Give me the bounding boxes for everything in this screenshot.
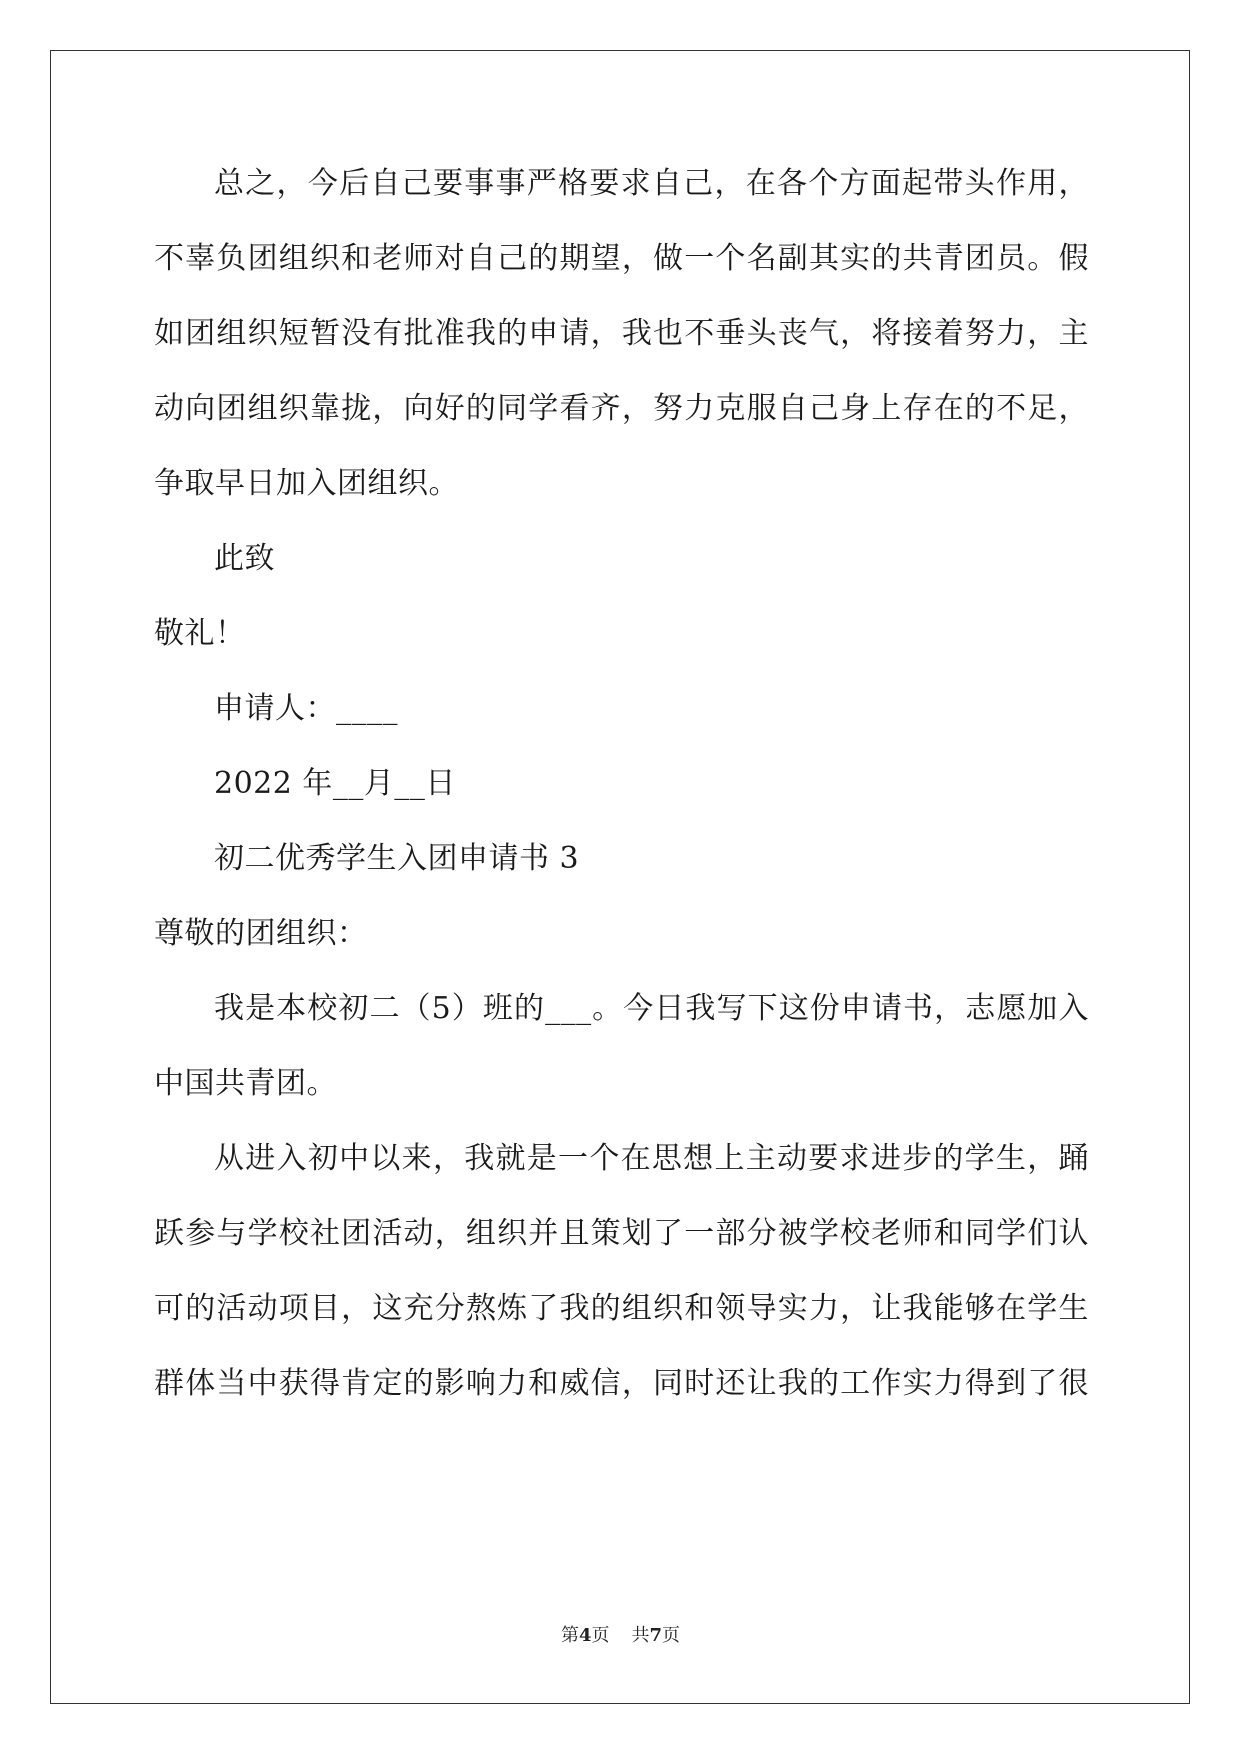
page-footer [0,1624,1241,1648]
paragraph-line: 中国共青团。 [154,1066,337,1101]
page-label: 页 [591,1625,610,1646]
section-title: 初二优秀学生入团申请书 3 [214,841,580,876]
closing-regards: 敬礼！ [154,616,246,651]
page-prefix: 第 [560,1625,579,1646]
total-suffix: 页 [662,1625,681,1646]
total-prefix: 共 [631,1625,650,1646]
applicant-signature-line: 申请人：____ [214,691,398,726]
total-page-number: 7 [649,1625,663,1646]
paragraph-line: 总之，今后自己要事事严格要求自己，在各个方面起带头作用， [214,166,1089,201]
paragraph-line: 争取早日加入团组织。 [154,466,459,501]
greeting: 尊敬的团组织： [154,916,368,951]
closing-salutation: 此致 [214,541,275,576]
current-page-number: 4 [578,1625,592,1646]
paragraph-line: 动向团组织靠拢，向好的同学看齐，努力克服自己身上存在的不足， [154,391,1089,426]
paragraph-line: 如团组织短暂没有批准我的申请，我也不垂头丧气，将接着努力，主 [154,316,1089,351]
paragraph-line: 我是本校初二（5）班的___。今日我写下这份申请书，志愿加入 [214,991,1089,1026]
paragraph-line: 可的活动项目，这充分熬炼了我的组织和领导实力，让我能够在学生 [154,1291,1089,1326]
paragraph-line: 群体当中获得肯定的影响力和威信，同时还让我的工作实力得到了很 [154,1366,1089,1401]
paragraph-line: 从进入初中以来，我就是一个在思想上主动要求进步的学生，踊 [214,1141,1089,1176]
paragraph-line: 不辜负团组织和老师对自己的期望，做一个名副其实的共青团员。假 [154,241,1089,276]
paragraph-line: 跃参与学校社团活动，组织并且策划了一部分被学校老师和同学们认 [154,1216,1089,1251]
date-line: 2022 年__月__日 [214,766,456,801]
